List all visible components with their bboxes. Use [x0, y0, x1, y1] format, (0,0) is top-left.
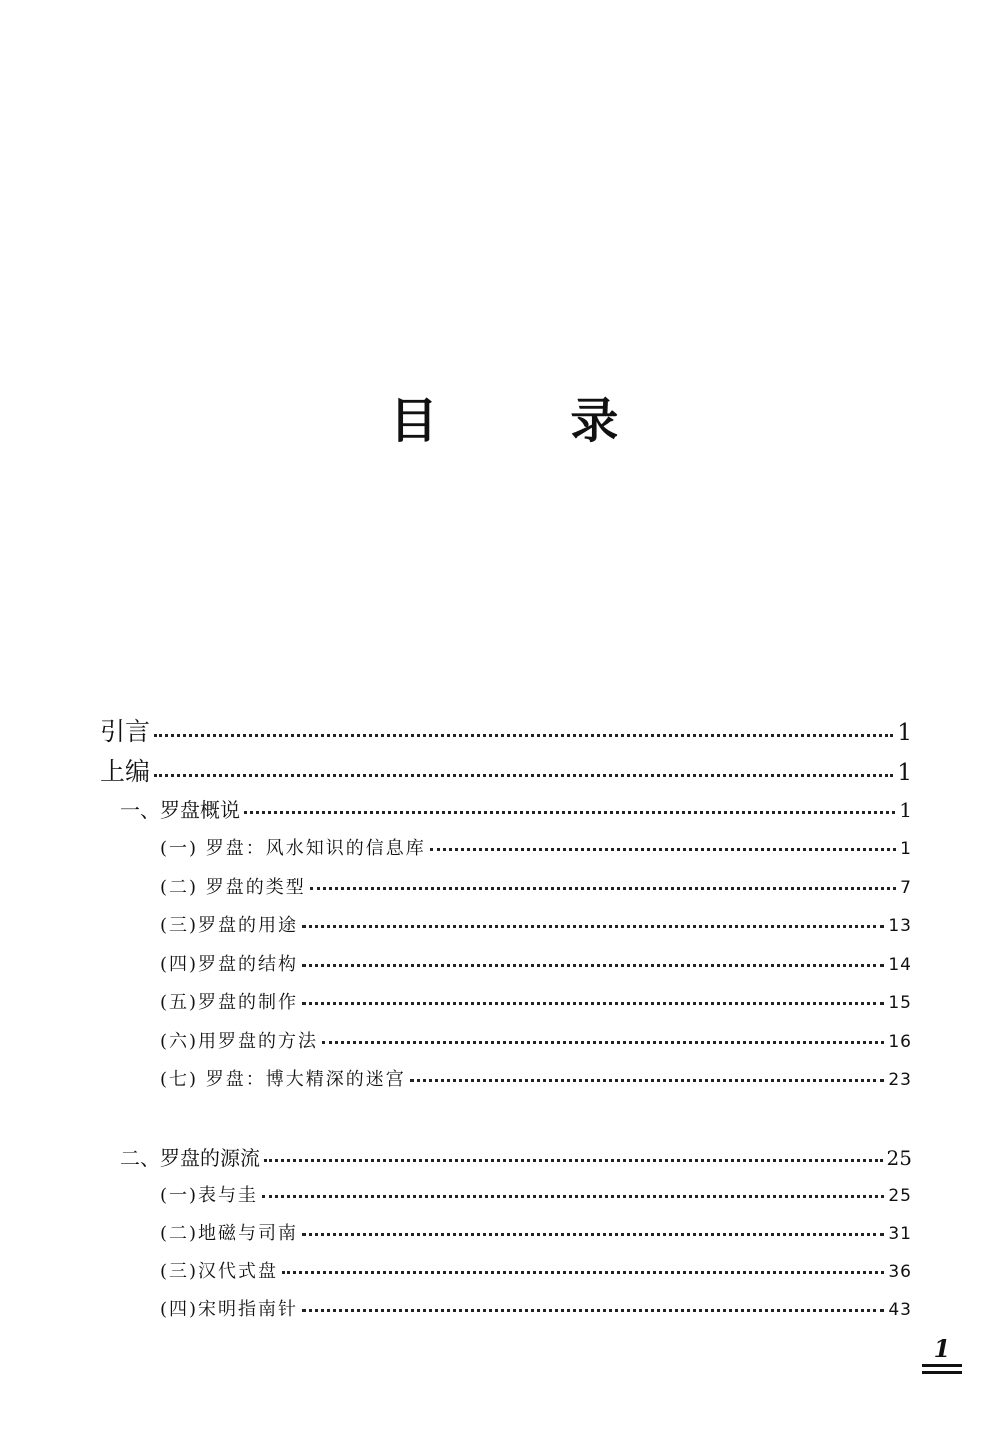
toc-entry-section-1-3[interactable] [160, 911, 912, 937]
toc-entry-page: 1 [899, 798, 912, 822]
dot-leader [302, 1002, 884, 1005]
dot-leader [244, 811, 895, 814]
toc-entry-label: (二) 罗盘的类型 [160, 877, 306, 898]
page-number-label: 1 [933, 1334, 951, 1363]
toc-entry-label: 一、罗盘概说 [120, 798, 240, 822]
page-number-rule [922, 1371, 962, 1374]
toc-entry-page: 16 [888, 1032, 912, 1052]
toc-entry-section-1-7[interactable] [160, 1065, 912, 1091]
toc-entry-label: 引言 [100, 717, 151, 746]
toc-entry-page: 31 [888, 1224, 912, 1244]
toc-entry-label: 二、罗盘的源流 [120, 1146, 260, 1170]
toc-entry-page: 25 [886, 1146, 912, 1170]
dot-leader [154, 774, 893, 777]
toc-entry-section-2-4[interactable] [160, 1295, 912, 1321]
toc-entry-section-1-1[interactable] [160, 834, 912, 860]
toc-entry-section-1-5[interactable] [160, 988, 912, 1014]
toc-entry-section-1-4[interactable] [160, 950, 912, 976]
toc-entry-page: 43 [888, 1300, 912, 1320]
dot-leader [302, 1233, 884, 1236]
page-number-rule [922, 1364, 962, 1367]
page-number [922, 1336, 962, 1374]
toc-entry-label: (三)汉代式盘 [160, 1261, 279, 1282]
toc-entry-intro[interactable] [100, 712, 912, 748]
toc-entry-page: 1 [900, 839, 912, 859]
toc-entry-label: (七) 罗盘：博大精深的迷宫 [160, 1069, 406, 1090]
toc-entry-part-one[interactable] [100, 752, 912, 788]
dot-leader [154, 734, 893, 737]
toc-entry-label: (三)罗盘的用途 [160, 915, 299, 936]
toc-entry-page: 13 [888, 916, 912, 936]
toc-entry-label: (四)宋明指南针 [160, 1299, 299, 1320]
dot-leader [302, 925, 884, 928]
toc-entry-page: 15 [888, 993, 912, 1013]
toc-entry-page: 25 [888, 1186, 912, 1206]
toc-entry-label: (五)罗盘的制作 [160, 992, 299, 1013]
dot-leader [262, 1195, 884, 1198]
toc-entry-page: 7 [900, 878, 912, 898]
toc-entry-section-1-2[interactable] [160, 873, 912, 899]
dot-leader [302, 1309, 884, 1312]
toc-entry-page: 23 [888, 1070, 912, 1090]
toc-entry-chapter-1[interactable] [120, 794, 912, 823]
dot-leader [322, 1041, 884, 1044]
toc-entry-label: 上编 [100, 757, 151, 786]
dot-leader [302, 964, 884, 967]
toc-entry-label: (一) 罗盘：风水知识的信息库 [160, 838, 426, 859]
toc-entry-section-2-3[interactable] [160, 1257, 912, 1283]
dot-leader [410, 1079, 885, 1082]
toc-entry-section-2-2[interactable] [160, 1219, 912, 1245]
toc-entry-label: (二)地磁与司南 [160, 1223, 299, 1244]
dot-leader [310, 887, 896, 890]
toc-entry-page: 36 [888, 1262, 912, 1282]
toc-entry-label: (四)罗盘的结构 [160, 954, 299, 975]
toc-entry-page: 1 [897, 720, 912, 746]
toc-entry-section-2-1[interactable] [160, 1181, 912, 1207]
dot-leader [264, 1159, 883, 1162]
toc-entry-label: (六)用罗盘的方法 [160, 1031, 319, 1052]
toc-entry-page: 1 [897, 760, 912, 786]
dot-leader [282, 1271, 884, 1274]
toc-entry-section-1-6[interactable] [160, 1027, 912, 1053]
toc-entry-page: 14 [888, 955, 912, 975]
toc-entry-label: (一)表与圭 [160, 1185, 259, 1206]
dot-leader [430, 848, 896, 851]
page-title: 目 录 [389, 393, 677, 449]
toc-entry-chapter-2[interactable] [120, 1142, 912, 1171]
